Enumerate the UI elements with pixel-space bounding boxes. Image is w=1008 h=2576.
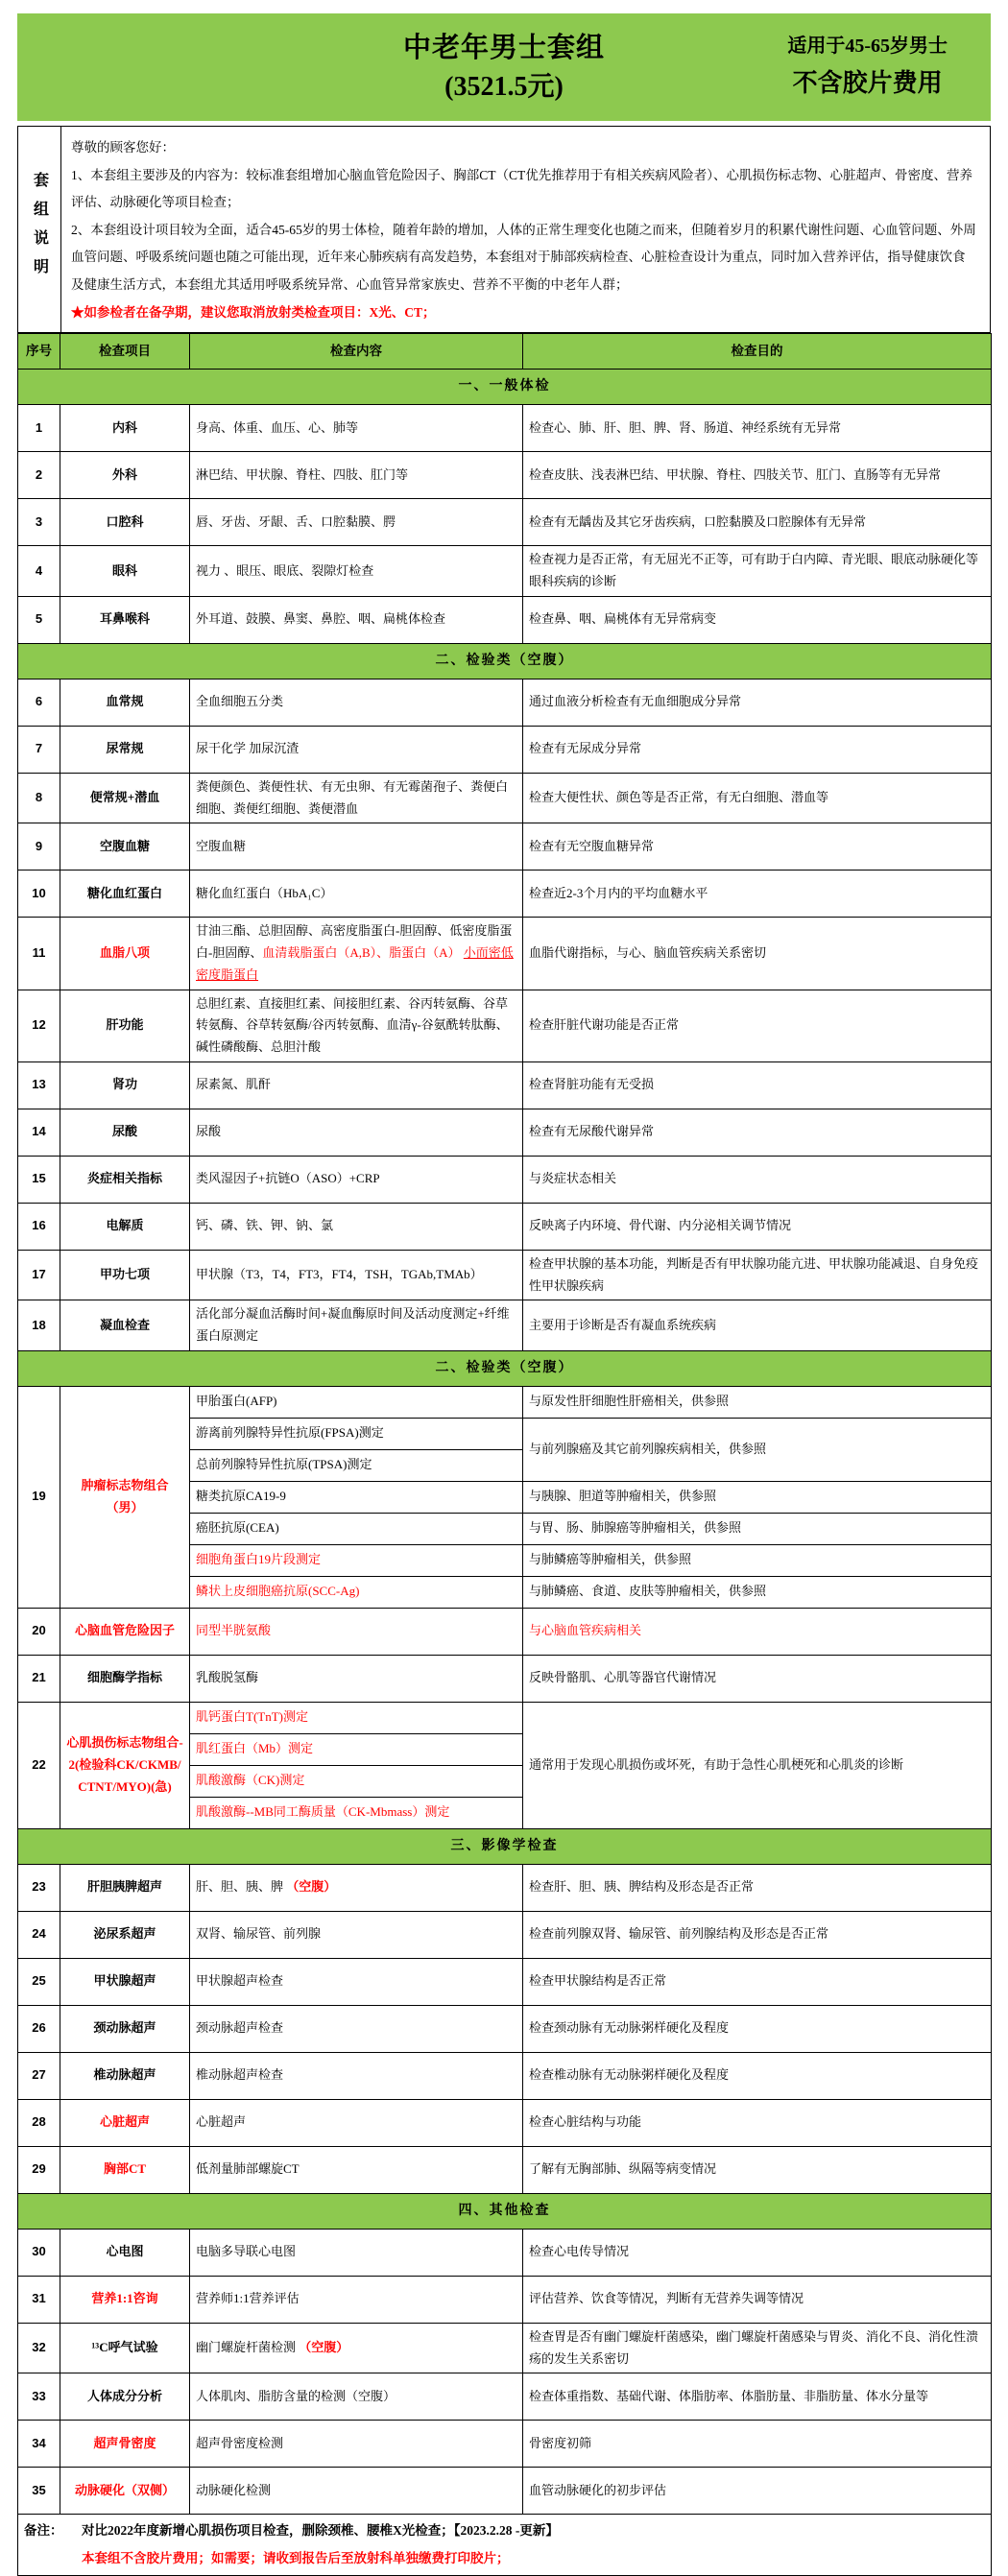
content-cell: 淋巴结、甲状腺、脊柱、四肢、肛门等	[190, 452, 523, 499]
content-cell: 类风湿因子+抗链O（ASO）+CRP	[190, 1156, 523, 1203]
name-cell: 尿常规	[60, 726, 190, 773]
content-cell: 超声骨密度检测	[190, 2421, 523, 2468]
exam-table	[17, 333, 992, 2576]
purpose-cell: 评估营养、饮食等情况，判断有无营养失调等情况	[523, 2276, 992, 2323]
content-cell: 电脑多导联心电图	[190, 2229, 523, 2276]
seq-cell: 5	[18, 596, 60, 643]
name-cell: 颈动脉超声	[60, 2005, 190, 2052]
content-cell: 甘油三酯、总胆固醇、高密度脂蛋白-胆固醇、低密度脂蛋白-胆固醇、血清载脂蛋白（A,B）、脂蛋白（A） 小而密低密度脂蛋白	[190, 918, 523, 990]
purpose-cell: 反映骨骼肌、心肌等器官代谢情况	[523, 1655, 992, 1702]
name-cell: 电解质	[60, 1203, 190, 1250]
purpose-cell: 血脂代谢指标，与心、脑血管疾病关系密切	[523, 918, 992, 990]
content-cell: 肌红蛋白（Mb）测定	[190, 1733, 523, 1765]
name-cell: 动脉硬化（双侧）	[60, 2468, 190, 2515]
purpose-cell: 反映离子内环境、骨代谢、内分泌相关调节情况	[523, 1203, 992, 1250]
name-cell: 眼科	[60, 546, 190, 597]
section-row	[18, 2193, 992, 2229]
purpose-cell: 检查胃是否有幽门螺旋杆菌感染，幽门螺旋杆菌感染与胃炎、消化不良、消化性溃疡的发生关系密切	[523, 2323, 992, 2373]
seq-cell: 6	[18, 679, 60, 726]
section-row	[18, 643, 992, 679]
table-row-32	[18, 2323, 992, 2373]
seq-cell: 28	[18, 2099, 60, 2146]
purpose-cell: 骨密度初筛	[523, 2421, 992, 2468]
content-cell: 唇、牙齿、牙龈、舌、口腔黏膜、腭	[190, 499, 523, 546]
content-cell: 粪便颜色、粪便性状、有无虫卵、有无霉菌孢子、粪便白细胞、粪便红细胞、粪便潜血	[190, 773, 523, 823]
purpose-cell: 检查甲状腺的基本功能，判断是否有甲状腺功能亢进、甲状腺功能减退、自身免疫性甲状腺疾病	[523, 1250, 992, 1300]
seq-cell: 20	[18, 1608, 60, 1655]
table-row-6	[18, 679, 992, 726]
content-cell: 同型半胱氨酸	[190, 1608, 523, 1655]
content-cell: 肌酸激酶--MB同工酶质量（CK-Mbmass）测定	[190, 1797, 523, 1828]
content-cell: 外耳道、鼓膜、鼻窦、鼻腔、咽、扁桃体检查	[190, 596, 523, 643]
table-row-18	[18, 1300, 992, 1351]
seq-cell: 23	[18, 1864, 60, 1911]
table-row-3	[18, 499, 992, 546]
content-cell: 糖类抗原CA19-9	[190, 1481, 523, 1513]
content-cell: 肌酸激酶（CK)测定	[190, 1765, 523, 1797]
film-fee-text: 不含胶片费用	[792, 68, 943, 97]
name-cell: 内科	[60, 405, 190, 452]
content-cell: 尿酸	[190, 1109, 523, 1156]
content-cell: 乳酸脱氢酶	[190, 1655, 523, 1702]
purpose-cell: 检查肾脏功能有无受损	[523, 1061, 992, 1109]
section-row	[18, 370, 992, 405]
purpose-cell: 检查大便性状、颜色等是否正常，有无白细胞、潜血等	[523, 773, 992, 823]
table-header-row	[18, 334, 992, 370]
purpose-cell: 与前列腺癌及其它前列腺疾病相关，供参照	[523, 1418, 992, 1481]
seq-cell: 21	[18, 1655, 60, 1702]
table-row-28	[18, 2099, 992, 2146]
seq-cell: 18	[18, 1300, 60, 1351]
name-cell: 肿瘤标志物组合（男）	[60, 1386, 190, 1608]
content-cell: 甲状腺超声检查	[190, 1958, 523, 2005]
table-row-1	[18, 405, 992, 452]
purpose-cell: 检查心、肺、肝、胆、脾、肾、肠道、神经系统有无异常	[523, 405, 992, 452]
name-cell: 心脑血管危险因子	[60, 1608, 190, 1655]
name-cell: 营养1:1咨询	[60, 2276, 190, 2323]
purpose-cell: 检查视力是否正常，有无屈光不正等，可有助于白内障、青光眼、眼底动脉硬化等眼科疾病的诊断	[523, 546, 992, 597]
note-line-2: 本套组不含胶片费用；如需要；请收到报告后至放射科单独缴费打印胶片；	[82, 2550, 510, 2565]
table-row-26	[18, 2005, 992, 2052]
package-audience-block	[787, 13, 948, 121]
purpose-cell: 了解有无胸部肺、纵隔等病变情况	[523, 2146, 992, 2193]
note-line-1: 对比2022年度新增心肌损伤项目检查，删除颈椎、腰椎X光检查；【2023.2.28 -更新】	[82, 2523, 559, 2539]
table-row-13	[18, 1061, 992, 1109]
seq-cell: 3	[18, 499, 60, 546]
purpose-cell: 检查有无龋齿及其它牙齿疾病，口腔黏膜及口腔腺体有无异常	[523, 499, 992, 546]
purpose-cell: 检查前列腺双肾、输尿管、前列腺结构及形态是否正常	[523, 1911, 992, 1958]
table-row-30	[18, 2229, 992, 2276]
content-cell: 动脉硬化检测	[190, 2468, 523, 2515]
seq-cell: 34	[18, 2421, 60, 2468]
table-row-22-sub-1	[18, 1702, 992, 1733]
table-row-14	[18, 1109, 992, 1156]
table-row-29	[18, 2146, 992, 2193]
table-row-5	[18, 596, 992, 643]
table-row-12	[18, 990, 992, 1061]
purpose-cell: 检查颈动脉有无动脉粥样硬化及程度	[523, 2005, 992, 2052]
content-cell: 低剂量肺部螺旋CT	[190, 2146, 523, 2193]
content-cell: 糖化血红蛋白（HbA₁C）	[190, 871, 523, 918]
seq-cell: 17	[18, 1250, 60, 1300]
note-cell	[18, 2515, 992, 2576]
purpose-cell: 与胃、肠、肺腺癌等肿瘤相关，供参照	[523, 1513, 992, 1544]
seq-cell: 16	[18, 1203, 60, 1250]
name-cell: 肝胆胰脾超声	[60, 1864, 190, 1911]
purpose-cell: 检查椎动脉有无动脉粥样硬化及程度	[523, 2052, 992, 2099]
package-description-box	[17, 126, 991, 333]
seq-cell: 19	[18, 1386, 60, 1608]
purpose-cell: 检查有无尿成分异常	[523, 726, 992, 773]
description-body	[61, 127, 990, 332]
name-cell: 胸部CT	[60, 2146, 190, 2193]
table-row-9	[18, 823, 992, 871]
content-cell: 肝、胆、胰、脾 （空腹）	[190, 1864, 523, 1911]
section-title: 二、检验类（空腹）	[18, 643, 992, 679]
note-row	[18, 2515, 992, 2576]
seq-cell: 8	[18, 773, 60, 823]
content-cell: 鳞状上皮细胞癌抗原(SCC-Ag)	[190, 1576, 523, 1608]
col-header-item: 检查项目	[60, 334, 190, 370]
purpose-cell: 与肺鳞癌等肿瘤相关，供参照	[523, 1544, 992, 1576]
purpose-cell: 检查心电传导情况	[523, 2229, 992, 2276]
table-row-23	[18, 1864, 992, 1911]
name-cell: 血常规	[60, 679, 190, 726]
col-header-content: 检查内容	[190, 334, 523, 370]
content-cell: 双肾、输尿管、前列腺	[190, 1911, 523, 1958]
content-cell: 人体肌肉、脂肪含量的检测（空腹）	[190, 2373, 523, 2421]
purpose-cell: 检查皮肤、浅表淋巴结、甲状腺、脊柱、四肢关节、肛门、直肠等有无异常	[523, 452, 992, 499]
seq-cell: 35	[18, 2468, 60, 2515]
name-cell: 耳鼻喉科	[60, 596, 190, 643]
name-cell: 糖化血红蛋白	[60, 871, 190, 918]
content-cell: 幽门螺旋杆菌检测 （空腹）	[190, 2323, 523, 2373]
seq-cell: 15	[18, 1156, 60, 1203]
name-cell: 血脂八项	[60, 918, 190, 990]
table-row-20	[18, 1608, 992, 1655]
name-cell: 甲状腺超声	[60, 1958, 190, 2005]
content-cell: 癌胚抗原(CEA)	[190, 1513, 523, 1544]
name-cell: 肝功能	[60, 990, 190, 1061]
seq-cell: 10	[18, 871, 60, 918]
purpose-cell: 与肺鳞癌、食道、皮肤等肿瘤相关，供参照	[523, 1576, 992, 1608]
seq-cell: 12	[18, 990, 60, 1061]
package-title: 中老年男士套组	[402, 33, 605, 64]
content-cell: 心脏超声	[190, 2099, 523, 2146]
purpose-cell: 检查心脏结构与功能	[523, 2099, 992, 2146]
name-cell: 细胞酶学指标	[60, 1655, 190, 1702]
table-row-35	[18, 2468, 992, 2515]
table-row-15	[18, 1156, 992, 1203]
table-row-33	[18, 2373, 992, 2421]
content-cell: 总前列腺特异性抗原(TPSA)测定	[190, 1449, 523, 1481]
pregnancy-warning: ★如参检者在备孕期，建议您取消放射类检查项目：X光、CT；	[71, 304, 436, 320]
purpose-cell: 检查肝、胆、胰、脾结构及形态是否正常	[523, 1864, 992, 1911]
content-cell: 肌钙蛋白T(TnT)测定	[190, 1702, 523, 1733]
name-cell: 口腔科	[60, 499, 190, 546]
content-cell: 总胆红素、直接胆红素、间接胆红素、谷丙转氨酶、谷草转氨酶、谷草转氨酶/谷丙转氨酶、血清γ-谷氨酰转肽酶、碱性磷酸酶、总胆汁酸	[190, 990, 523, 1061]
col-header-seq: 序号	[18, 334, 60, 370]
description-vertical-label: 套组说明	[18, 127, 61, 332]
seq-cell: 32	[18, 2323, 60, 2373]
table-row-10	[18, 871, 992, 918]
table-row-21	[18, 1655, 992, 1702]
description-paragraph-2: 2、本套组设计项目较为全面，适合45-65岁的男士体检，随着年龄的增加，人体的正常生理变化也随之而来，但随着岁月的积累代谢性问题、心血管问题、外周血管问题、呼吸系统问题也随之可能出现，近年来心肺疾病有高发趋势，本套组对于肺部疾病检查、心脏检查设计为重点，同时加入营养评估，指导健康饮食及健康生活方式，本套组尤其适用呼吸系统异常、心血管异常家族史、营养不平衡的中老年人群；	[71, 222, 976, 293]
purpose-cell: 检查甲状腺结构是否正常	[523, 1958, 992, 2005]
note-wrap	[24, 2517, 985, 2572]
col-header-purpose: 检查目的	[523, 334, 992, 370]
purpose-cell: 主要用于诊断是否有凝血系统疾病	[523, 1300, 992, 1351]
name-cell: 炎症相关指标	[60, 1156, 190, 1203]
content-cell: 颈动脉超声检查	[190, 2005, 523, 2052]
purpose-cell: 血管动脉硬化的初步评估	[523, 2468, 992, 2515]
purpose-cell: 检查有无尿酸代谢异常	[523, 1109, 992, 1156]
name-cell: 便常规+潜血	[60, 773, 190, 823]
seq-cell: 24	[18, 1911, 60, 1958]
name-cell: ¹³C呼气试验	[60, 2323, 190, 2373]
section-title: 四、其他检查	[18, 2193, 992, 2229]
table-row-16	[18, 1203, 992, 1250]
seq-cell: 29	[18, 2146, 60, 2193]
name-cell: 超声骨密度	[60, 2421, 190, 2468]
seq-cell: 4	[18, 546, 60, 597]
seq-cell: 25	[18, 1958, 60, 2005]
purpose-cell: 与心脑血管疾病相关	[523, 1608, 992, 1655]
seq-cell: 1	[18, 405, 60, 452]
purpose-cell: 与原发性肝细胞性肝癌相关，供参照	[523, 1386, 992, 1418]
seq-cell: 7	[18, 726, 60, 773]
table-row-19-sub-1	[18, 1386, 992, 1418]
content-cell: 身高、体重、血压、心、肺等	[190, 405, 523, 452]
name-cell: 心脏超声	[60, 2099, 190, 2146]
purpose-cell: 检查近2-3个月内的平均血糖水平	[523, 871, 992, 918]
name-cell: 尿酸	[60, 1109, 190, 1156]
content-cell: 营养师1:1营养评估	[190, 2276, 523, 2323]
table-row-7	[18, 726, 992, 773]
seq-cell: 14	[18, 1109, 60, 1156]
purpose-cell: 检查有无空腹血糖异常	[523, 823, 992, 871]
seq-cell: 2	[18, 452, 60, 499]
content-cell: 细胞角蛋白19片段测定	[190, 1544, 523, 1576]
content-cell: 椎动脉超声检查	[190, 2052, 523, 2099]
note-lines	[82, 2517, 559, 2572]
seq-cell: 26	[18, 2005, 60, 2052]
section-title: 二、检验类（空腹）	[18, 1350, 992, 1386]
table-row-11	[18, 918, 992, 990]
name-cell: 椎动脉超声	[60, 2052, 190, 2099]
seq-cell: 30	[18, 2229, 60, 2276]
table-row-2	[18, 452, 992, 499]
section-row	[18, 1350, 992, 1386]
content-cell: 尿素氮、肌酐	[190, 1061, 523, 1109]
table-row-24	[18, 1911, 992, 1958]
greeting-line: 尊敬的顾客您好：	[71, 140, 175, 155]
seq-cell: 27	[18, 2052, 60, 2099]
content-cell: 全血细胞五分类	[190, 679, 523, 726]
content-cell: 空腹血糖	[190, 823, 523, 871]
name-cell: 心肌损伤标志物组合-2(检验科CK/CKMB/CTNT/MYO)(急)	[60, 1702, 190, 1828]
purpose-cell: 检查鼻、咽、扁桃体有无异常病变	[523, 596, 992, 643]
name-cell: 泌尿系超声	[60, 1911, 190, 1958]
audience-text: 适用于45-65岁男士	[787, 35, 948, 57]
purpose-cell: 与炎症状态相关	[523, 1156, 992, 1203]
section-title: 一、一般体检	[18, 370, 992, 405]
name-cell: 外科	[60, 452, 190, 499]
name-cell: 心电图	[60, 2229, 190, 2276]
table-row-25	[18, 1958, 992, 2005]
description-paragraph-1: 1、本套组主要涉及的内容为：较标准套组增加心脑血管危险因子、胸部CT（CT优先推荐用于有相关疾病风险者）、心肌损伤标志物、心脏超声、骨密度、营养评估、动脉硬化等项目检查；	[71, 167, 972, 210]
table-row-4	[18, 546, 992, 597]
table-row-8	[18, 773, 992, 823]
table-row-31	[18, 2276, 992, 2323]
name-cell: 人体成分分析	[60, 2373, 190, 2421]
seq-cell: 9	[18, 823, 60, 871]
note-label: 备注：	[24, 2523, 63, 2539]
content-cell: 钙、磷、铁、钾、钠、氯	[190, 1203, 523, 1250]
content-cell: 游离前列腺特异性抗原(FPSA)测定	[190, 1418, 523, 1449]
seq-cell: 13	[18, 1061, 60, 1109]
section-row	[18, 1828, 992, 1864]
content-cell: 尿干化学 加尿沉渣	[190, 726, 523, 773]
name-cell: 空腹血糖	[60, 823, 190, 871]
content-cell: 甲胎蛋白(AFP)	[190, 1386, 523, 1418]
seq-cell: 33	[18, 2373, 60, 2421]
table-row-27	[18, 2052, 992, 2099]
table-row-17	[18, 1250, 992, 1300]
name-cell: 凝血检查	[60, 1300, 190, 1351]
name-cell: 肾功	[60, 1061, 190, 1109]
package-price: (3521.5元)	[444, 71, 564, 102]
title-band	[17, 13, 991, 121]
seq-cell: 11	[18, 918, 60, 990]
purpose-cell: 与胰腺、胆道等肿瘤相关，供参照	[523, 1481, 992, 1513]
purpose-cell: 通常用于发现心肌损伤或坏死，有助于急性心肌梗死和心肌炎的诊断	[523, 1702, 992, 1828]
content-cell: 甲状腺（T3，T4，FT3，FT4，TSH，TGAb,TMAb）	[190, 1250, 523, 1300]
table-row-34	[18, 2421, 992, 2468]
purpose-cell: 检查肝脏代谢功能是否正常	[523, 990, 992, 1061]
content-cell: 视力 、眼压、眼底、裂隙灯检查	[190, 546, 523, 597]
purpose-cell: 检查体重指数、基础代谢、体脂肪率、体脂肪量、非脂肪量、体水分量等	[523, 2373, 992, 2421]
purpose-cell: 通过血液分析检查有无血细胞成分异常	[523, 679, 992, 726]
name-cell: 甲功七项	[60, 1250, 190, 1300]
section-title: 三、影像学检查	[18, 1828, 992, 1864]
seq-cell: 31	[18, 2276, 60, 2323]
content-cell: 活化部分凝血活酶时间+凝血酶原时间及活动度测定+纤维蛋白原测定	[190, 1300, 523, 1351]
seq-cell: 22	[18, 1702, 60, 1828]
